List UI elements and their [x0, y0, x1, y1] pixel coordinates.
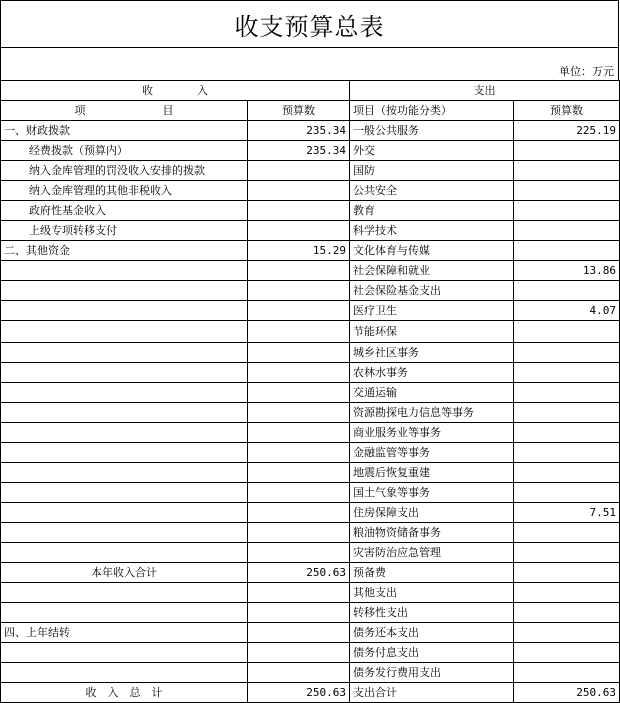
income-value-cell: 235.34 — [248, 121, 350, 141]
expense-value-cell — [514, 201, 620, 221]
income-item-cell — [1, 583, 248, 603]
income-value-cell — [248, 603, 350, 623]
expense-item-cell: 节能环保 — [350, 321, 514, 343]
income-value-cell — [248, 503, 350, 523]
income-value-cell — [248, 403, 350, 423]
expense-value-cell — [514, 363, 620, 383]
expense-value-cell — [514, 383, 620, 403]
table-row — [1, 201, 620, 221]
table-row — [1, 281, 620, 301]
expense-item-cell: 农林水事务 — [350, 363, 514, 383]
table-row — [1, 603, 620, 623]
table-row — [1, 443, 620, 463]
table-row — [1, 261, 620, 281]
income-item-cell — [1, 483, 248, 503]
table-row — [1, 463, 620, 483]
page-title: 收支预算总表 — [234, 12, 385, 41]
expense-item-cell: 债务发行费用支出 — [350, 663, 514, 683]
expense-value-cell — [514, 423, 620, 443]
income-value-cell — [248, 161, 350, 181]
income-value-cell — [248, 583, 350, 603]
income-value-cell — [248, 423, 350, 443]
section-header-row — [1, 81, 620, 101]
expense-item-cell: 住房保障支出 — [350, 503, 514, 523]
income-value-cell — [248, 301, 350, 321]
expense-item-cell: 教育 — [350, 201, 514, 221]
income-item-cell: 纳入金库管理的其他非税收入 — [1, 181, 248, 201]
income-item-cell: 二、其他资金 — [1, 241, 248, 261]
income-value-cell — [248, 483, 350, 503]
income-item-cell: 一、财政拨款 — [1, 121, 248, 141]
income-value-cell — [248, 623, 350, 643]
expense-value-cell — [514, 623, 620, 643]
income-item-cell — [1, 281, 248, 301]
income-value-cell — [248, 201, 350, 221]
expense-item-cell: 其他支出 — [350, 583, 514, 603]
expense-value-cell — [514, 241, 620, 261]
expense-value-cell — [514, 543, 620, 563]
income-item-cell: 收 入 总 计 — [1, 683, 248, 703]
table-row — [1, 363, 620, 383]
table-row — [1, 543, 620, 563]
expense-budget-header: 预算数 — [514, 101, 620, 121]
table-row — [1, 403, 620, 423]
expense-item-cell: 转移性支出 — [350, 603, 514, 623]
income-item-cell: 本年收入合计 — [1, 563, 248, 583]
income-item-cell — [1, 261, 248, 281]
expense-header: 支出 — [350, 81, 620, 101]
income-value-cell — [248, 523, 350, 543]
expense-item-cell: 医疗卫生 — [350, 301, 514, 321]
expense-item-cell: 资源勘探电力信息等事务 — [350, 403, 514, 423]
budget-table — [0, 80, 620, 703]
table-row — [1, 563, 620, 583]
table-row — [1, 423, 620, 443]
income-value-cell — [248, 321, 350, 343]
expense-value-cell — [514, 583, 620, 603]
table-row — [1, 523, 620, 543]
unit-label: 单位：万元 — [559, 65, 614, 78]
income-item-cell — [1, 643, 248, 663]
table-row — [1, 121, 620, 141]
income-value-cell — [248, 443, 350, 463]
table-row — [1, 383, 620, 403]
expense-item-cell: 灾害防治应急管理 — [350, 543, 514, 563]
column-header-row — [1, 101, 620, 121]
income-item-cell — [1, 463, 248, 483]
income-item-cell — [1, 663, 248, 683]
expense-value-cell — [514, 603, 620, 623]
expense-value-cell — [514, 563, 620, 583]
table-row — [1, 503, 620, 523]
table-row — [1, 321, 620, 343]
income-value-cell — [248, 221, 350, 241]
income-value-cell — [248, 463, 350, 483]
expense-item-cell: 社会保障和就业 — [350, 261, 514, 281]
expense-item-cell: 国土气象等事务 — [350, 483, 514, 503]
income-item-cell: 上级专项转移支付 — [1, 221, 248, 241]
table-row — [1, 343, 620, 363]
expense-item-cell: 文化体育与传媒 — [350, 241, 514, 261]
income-value-cell — [248, 643, 350, 663]
expense-item-cell: 地震后恢复重建 — [350, 463, 514, 483]
table-row — [1, 623, 620, 643]
table-row — [1, 583, 620, 603]
expense-item-cell: 粮油物资储备事务 — [350, 523, 514, 543]
income-value-cell — [248, 663, 350, 683]
income-value-cell — [248, 261, 350, 281]
expense-value-cell — [514, 321, 620, 343]
table-row — [1, 683, 620, 703]
income-item-cell — [1, 403, 248, 423]
expense-value-cell: 13.86 — [514, 261, 620, 281]
expense-item-cell: 城乡社区事务 — [350, 343, 514, 363]
income-item-cell — [1, 503, 248, 523]
income-item-cell — [1, 343, 248, 363]
table-row — [1, 141, 620, 161]
income-item-cell — [1, 443, 248, 463]
income-item-header: 项 目 — [1, 101, 248, 121]
table-row — [1, 643, 620, 663]
table-row — [1, 161, 620, 181]
expense-value-cell — [514, 463, 620, 483]
expense-item-cell: 公共安全 — [350, 181, 514, 201]
expense-item-cell: 金融监管等事务 — [350, 443, 514, 463]
income-value-cell: 235.34 — [248, 141, 350, 161]
income-value-cell — [248, 343, 350, 363]
income-value-cell — [248, 363, 350, 383]
income-value-cell: 250.63 — [248, 563, 350, 583]
expense-value-cell: 225.19 — [514, 121, 620, 141]
expense-value-cell: 7.51 — [514, 503, 620, 523]
income-item-cell — [1, 321, 248, 343]
expense-item-cell: 商业服务业等事务 — [350, 423, 514, 443]
income-item-cell — [1, 363, 248, 383]
expense-value-cell — [514, 141, 620, 161]
expense-value-cell — [514, 181, 620, 201]
income-item-cell: 纳入金库管理的罚没收入安排的拨款 — [1, 161, 248, 181]
expense-value-cell: 250.63 — [514, 683, 620, 703]
expense-item-cell: 一般公共服务 — [350, 121, 514, 141]
unit-row — [0, 48, 619, 80]
table-row — [1, 301, 620, 321]
income-value-cell — [248, 281, 350, 301]
income-item-cell: 经费拨款（预算内） — [1, 141, 248, 161]
expense-value-cell — [514, 161, 620, 181]
expense-item-cell: 债务付息支出 — [350, 643, 514, 663]
table-row — [1, 221, 620, 241]
table-row — [1, 663, 620, 683]
expense-value-cell: 4.07 — [514, 301, 620, 321]
income-item-cell — [1, 423, 248, 443]
income-item-cell — [1, 301, 248, 321]
expense-value-cell — [514, 443, 620, 463]
income-item-cell — [1, 523, 248, 543]
expense-item-header: 项目（按功能分类） — [350, 101, 514, 121]
table-row — [1, 241, 620, 261]
expense-value-cell — [514, 483, 620, 503]
income-budget-header: 预算数 — [248, 101, 350, 121]
income-item-cell — [1, 603, 248, 623]
expense-item-cell: 国防 — [350, 161, 514, 181]
expense-item-cell: 社会保险基金支出 — [350, 281, 514, 301]
expense-item-cell: 交通运输 — [350, 383, 514, 403]
table-row — [1, 483, 620, 503]
expense-item-cell: 支出合计 — [350, 683, 514, 703]
expense-value-cell — [514, 523, 620, 543]
income-item-cell: 政府性基金收入 — [1, 201, 248, 221]
expense-item-cell: 外交 — [350, 141, 514, 161]
income-value-cell — [248, 181, 350, 201]
income-value-cell: 15.29 — [248, 241, 350, 261]
income-value-cell: 250.63 — [248, 683, 350, 703]
expense-value-cell — [514, 403, 620, 423]
income-item-cell — [1, 543, 248, 563]
income-value-cell — [248, 383, 350, 403]
income-value-cell — [248, 543, 350, 563]
title-row — [0, 0, 619, 48]
income-header: 收 入 — [1, 81, 350, 101]
income-item-cell: 四、上年结转 — [1, 623, 248, 643]
table-row — [1, 181, 620, 201]
expense-value-cell — [514, 663, 620, 683]
expense-value-cell — [514, 643, 620, 663]
expense-item-cell: 债务还本支出 — [350, 623, 514, 643]
expense-value-cell — [514, 281, 620, 301]
expense-value-cell — [514, 221, 620, 241]
expense-item-cell: 科学技术 — [350, 221, 514, 241]
income-item-cell — [1, 383, 248, 403]
expense-item-cell: 预备费 — [350, 563, 514, 583]
expense-value-cell — [514, 343, 620, 363]
